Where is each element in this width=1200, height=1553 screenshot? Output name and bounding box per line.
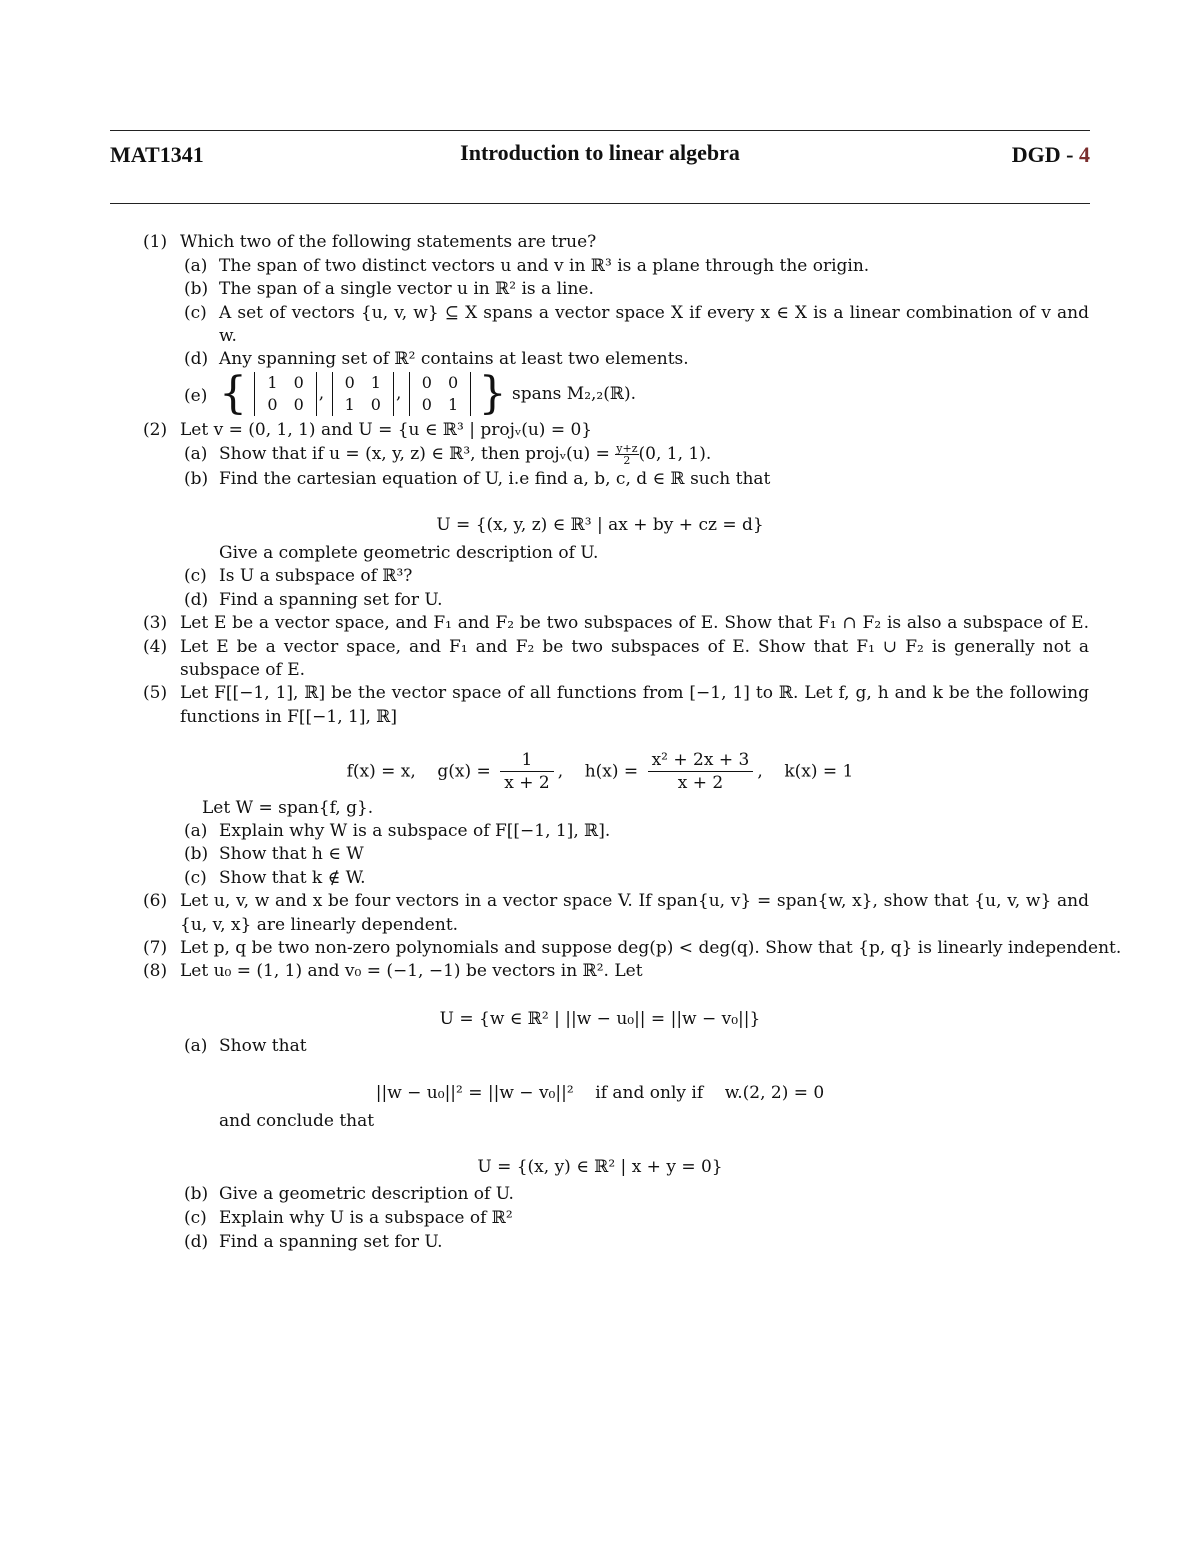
q2a-fraction: $\frac{y+z}{2}$	[616, 442, 638, 467]
q3-text: Let E be a vector space, and F₁ and F₂ be two subspaces of E. Show that F₁ ∩ F₂ is also a subspace of E.	[180, 613, 1089, 633]
g-def-pre: g(x) =	[437, 761, 491, 782]
q8-conclude: and conclude that	[219, 1111, 375, 1131]
h-def-post: ,	[757, 761, 763, 782]
q8d-text: Find a spanning set for U.	[219, 1232, 443, 1252]
q5-functions	[110, 749, 1090, 794]
q5b-label: (b)	[184, 844, 209, 864]
q6-cont: {u, v, x} are linearly dependent.	[180, 915, 459, 935]
q8c-label: (c)	[184, 1208, 207, 1228]
q8-equation-1: U = {w ∈ ℝ² | ||w − u₀|| = ||w − v₀||}	[439, 1009, 761, 1029]
q2a-text-pre: Show that if u = (x, y, z) ∈ ℝ³, then projᵥ(u) =	[219, 444, 610, 464]
q7-text: Let p, q be two non-zero polynomials and suppose deg(p) < deg(q). Show that {p, q} is linearly independent.	[180, 938, 1122, 958]
q2a-text-post: (0, 1, 1).	[638, 444, 712, 464]
q3-number: (3)	[143, 613, 168, 633]
q1e-suffix: spans M₂,₂(ℝ).	[511, 384, 637, 404]
q2-text: Let v = (0, 1, 1) and U = {u ∈ ℝ³ | projᵥ(u) = 0}	[180, 420, 593, 440]
course-title: Introduction to linear algebra	[460, 140, 740, 165]
q1c-label: (c)	[184, 303, 207, 323]
q2c-label: (c)	[184, 566, 207, 586]
q1e-label: (e)	[184, 386, 208, 406]
q5-let-w: Let W = span{f, g}.	[202, 798, 374, 818]
right-brace: }	[478, 368, 507, 419]
k-def: k(x) = 1	[784, 761, 854, 782]
q8a-text: Show that	[219, 1036, 307, 1056]
q4-number: (4)	[143, 637, 168, 657]
q5c-label: (c)	[184, 868, 207, 888]
q1a-text: The span of two distinct vectors u and v in ℝ³ is a plane through the origin.	[219, 256, 870, 276]
q6-text: Let u, v, w and x be four vectors in a vector space V. If span{u, v} = span{w, x}, show that {u, v, w} and	[180, 891, 1089, 911]
q1e-matrix-set: { 1 0 0 0 , 0 1 1 0 , 0 0 0 1 } spans M₂,₂(ℝ).	[219, 368, 637, 419]
q5a-text: Explain why W is a subspace of F[[−1, 1], ℝ].	[219, 821, 611, 841]
q1-text: Which two of the following statements are true?	[180, 232, 597, 252]
q1-number: (1)	[143, 232, 168, 252]
q8-number: (8)	[143, 961, 168, 981]
dgd-label	[1012, 142, 1090, 168]
q5a-label: (a)	[184, 821, 208, 841]
dgd-number: 4	[1079, 142, 1090, 167]
q7-number: (7)	[143, 938, 168, 958]
q1c-text: A set of vectors {u, v, w} ⊆ X spans a vector space X if every x ∈ X is a linear combination of v and	[219, 303, 1089, 323]
q1d-text: Any spanning set of ℝ² contains at least two elements.	[219, 349, 689, 369]
q2-equation: U = {(x, y, z) ∈ ℝ³ | ax + by + cz = d}	[436, 515, 764, 535]
q2c-text: Is U a subspace of ℝ³?	[219, 566, 413, 586]
top-rule	[110, 130, 1090, 131]
q1a-label: (a)	[184, 256, 208, 276]
q4-text: Let E be a vector space, and F₁ and F₂ be two subspaces of E. Show that F₁ ∪ F₂ is generally not a	[180, 637, 1089, 657]
g-def-post: ,	[557, 761, 564, 782]
bottom-rule	[110, 203, 1090, 204]
q8-equation-2: ||w − u₀||² = ||w − v₀||² if and only if w.(2, 2) = 0	[375, 1083, 825, 1103]
q5-number: (5)	[143, 683, 168, 703]
h-def-pre: h(x) =	[584, 761, 639, 782]
q2-after-text: Give a complete geometric description of U.	[219, 543, 599, 563]
q5-text: Let F[[−1, 1], ℝ] be the vector space of all functions from [−1, 1] to ℝ. Let f, g, h and k be the following	[180, 683, 1089, 703]
q8c-text: Explain why U is a subspace of ℝ²	[219, 1208, 513, 1228]
q1c-cont: w.	[219, 326, 237, 346]
dgd-text: DGD -	[1011, 142, 1079, 167]
q1b-label: (b)	[184, 279, 209, 299]
q2d-text: Find a spanning set for U.	[219, 590, 443, 610]
q8a-label: (a)	[184, 1036, 208, 1056]
matrix-3: 0 0 0 1	[409, 372, 471, 416]
q2a-label: (a)	[184, 444, 208, 464]
left-brace: {	[219, 368, 247, 419]
q1d-label: (d)	[184, 349, 209, 369]
q8b-label: (b)	[184, 1184, 209, 1204]
q2a-line	[219, 443, 711, 466]
matrix-2: 0 1 1 0	[332, 372, 394, 416]
q5c-text: Show that k ∉ W.	[219, 868, 366, 888]
matrix-1: 1 0 0 0	[254, 372, 316, 416]
q2b-label: (b)	[184, 469, 209, 489]
q6-number: (6)	[143, 891, 168, 911]
course-code: MAT1341	[110, 142, 204, 167]
q1b-text: The span of a single vector u in ℝ² is a line.	[219, 279, 594, 299]
q5b-text: Show that h ∈ W	[219, 844, 364, 864]
q4-cont: subspace of E.	[180, 660, 306, 680]
q8-text: Let u₀ = (1, 1) and v₀ = (−1, −1) be vectors in ℝ². Let	[180, 961, 643, 981]
g-fraction: $\frac{1}{x + 2}$	[500, 749, 553, 794]
q8d-label: (d)	[184, 1232, 209, 1252]
q5-cont: functions in F[[−1, 1], ℝ]	[180, 707, 398, 727]
f-def: f(x) = x,	[346, 761, 416, 782]
h-fraction: $\frac{\text{x² + 2x + 3}}{x + 2}$	[648, 749, 754, 794]
page-header	[110, 142, 1090, 172]
q8-equation-3: U = {(x, y) ∈ ℝ² | x + y = 0}	[477, 1157, 723, 1177]
q2d-label: (d)	[184, 590, 209, 610]
q2-number: (2)	[143, 420, 168, 440]
q8b-text: Give a geometric description of U.	[219, 1184, 514, 1204]
q2b-text: Find the cartesian equation of U, i.e find a, b, c, d ∈ ℝ such that	[219, 469, 771, 489]
